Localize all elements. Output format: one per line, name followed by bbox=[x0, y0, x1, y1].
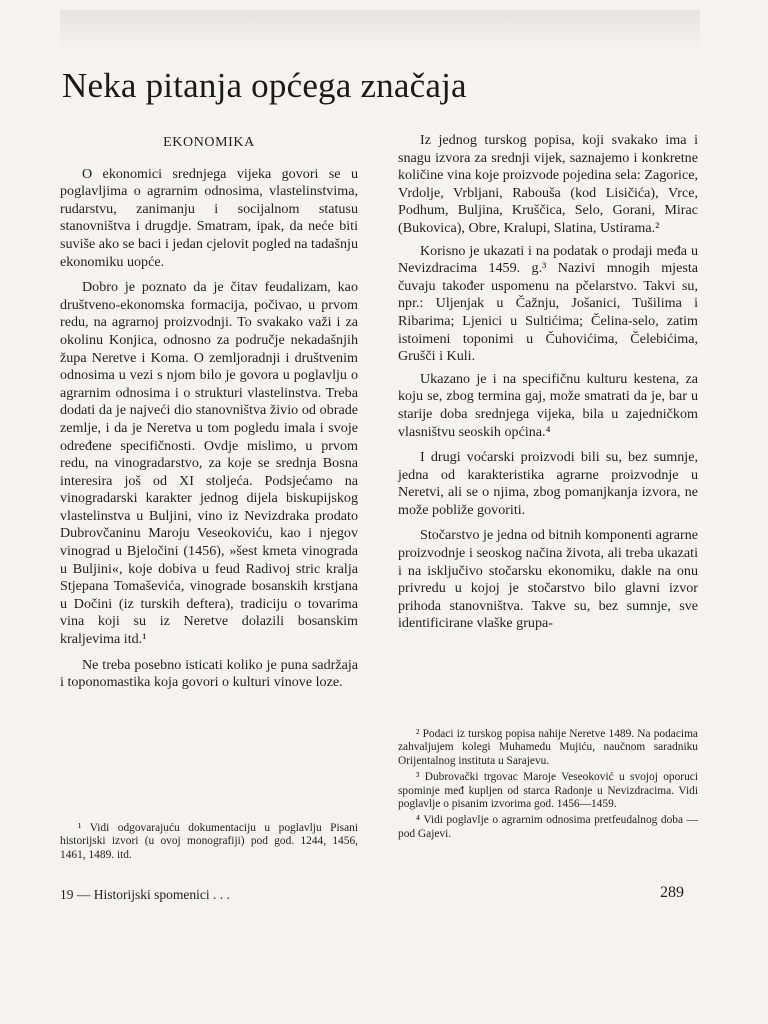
paragraph: Dobro je poznato da je čitav feudalizam, kao društveno-ekonomska formacija, počivao, u prvom redu, na agrarnoj proizvodnji. To svakako važi i za okolinu Konjica, odnosno za područje nekadašnjih župa Neretve i Koma. O zemljoradnji i društvenim odnosima u vezi s njom bilo je govora u poglavlju o agrarnim odnosima i o strukturi vlastelinstva. Treba dodati da je najveći dio stanovništva živio od obrade zemlje, i da je Neretva u tom pogledu imala i svoje određene specifičnosti. Ovdje mislimo, u prvom redu, na vinogradarstvo, za koje se srednja Bosna interesira još od XI stoljeća. Podsjećamo na vinogradarski karakter jednog dijela biskupijskog vlastelinstva u Buljini, vino iz Nevizdraka prodato Dubrovčaninu Maroju Veseokoviću, kao i njegov vinograd u Bjeločini (1456), »šest kmeta vinograda u Buljini«, koje dobiva u feud Radivoj stric kralja Stjepana Tomaševića, vinograde bosanskih krstjana u Dočini (iz turskih deftera), tradiciju o tovarima vina koji su iz Neretve dolazili bosanskim kraljevima itd.¹ bbox=[60, 279, 358, 648]
footnote: ² Podaci iz turskog popisa nahije Neretve 1489. Na podacima zahvaljujem kolegi Muhamedu Mujiću, naučnom saradniku Orijentalnog instituta u Sarajevu. bbox=[398, 728, 698, 767]
page-title: Neka pitanja općega značaja bbox=[62, 66, 467, 105]
page-number: 289 bbox=[660, 884, 684, 901]
paragraph: I drugi voćarski proizvodi bili su, bez sumnje, jedna od karakteristika agrarne proizvodnje u Neretvi, ali se o njima, zbog pomanjkanja izvora, ne može pobliže govoriti. bbox=[398, 449, 698, 518]
left-footnotes bbox=[60, 822, 358, 865]
paragraph: Stočarstvo je jedna od bitnih komponenti agrarne proizvodnje i seoskog načina života, ali treba ukazati i na isključivo stočarsku ekonomiku, dakle na onu privredu u kojoj je stočarstvo bilo glavni izvor prihoda stanovništva. Takve su, bez sumnje, sve identificirane vlaške grupa- bbox=[398, 527, 698, 632]
left-column bbox=[60, 132, 358, 697]
printer-signature: 19 — Historijski spomenici . . . bbox=[60, 887, 230, 902]
paragraph: O ekonomici srednjega vijeka govori se u poglavljima o agrarnim odnosima, vlastelinstvima, rudarstvu, zanimanju i socijalnom statusu stanovništva i drugdje. Smatram, ipak, da neće biti suviše ako se baci i jedan cjelovit pogled na tadašnju ekonomiku uopće. bbox=[60, 165, 358, 270]
paragraph: Iz jednog turskog popisa, koji svakako ima i snagu izvora za srednji vijek, saznajemo i konkretne količine vina koje proizvode pojedina sela: Zagorice, Vrdolje, Vrbljani, Rabouša (kod Lisičića), Vrce, Podhum, Buljina, Kruščica, Selo, Gorani, Mirac (Bukovica), Obre, Kralupi, Slatina, Ustirama.² bbox=[398, 132, 698, 236]
bleed-through-shadow bbox=[60, 10, 700, 50]
footnote: ¹ Vidi odgovarajuću dokumentaciju u poglavlju Pisani historijski izvori (u ovoj monografiji) pod god. 1244, 1456, 1461, 1489. itd. bbox=[60, 822, 358, 861]
paragraph: Ukazano je i na specifičnu kulturu kestena, za koju se, zbog termina gaj, može smatrati da je, bar u starije doba srednjega vijeka, bila u zajedničkom vlasništvu seoskih općina.⁴ bbox=[398, 370, 698, 440]
paragraph: Ne treba posebno isticati koliko je puna sadržaja i toponomastika koja govori o kulturi vinove loze. bbox=[60, 656, 358, 691]
right-footnotes bbox=[398, 728, 698, 844]
paragraph: Korisno je ukazati i na podatak o prodaji međa u Nevizdracima 1459. g.³ Nazivi mnogih mjesta čuvaju također uspomenu na pčelarstvo. Takvi su, npr.: Uljenjak u Čažnju, Jošanici, Tušilima i Ribarima; Ljenici u Sultićima; Čelina-selo, zatim istoimeni toponimi u Čuhovićima, Čelebićima, Grušči i Kuli. bbox=[398, 242, 698, 365]
footnote: ⁴ Vidi poglavlje o agrarnim odnosima pretfeudalnog doba — pod Gajevi. bbox=[398, 814, 698, 840]
right-column bbox=[398, 132, 698, 638]
section-heading: EKONOMIKA bbox=[163, 135, 255, 150]
footnote: ³ Dubrovački trgovac Maroje Veseoković u svojoj oporuci spominje međ kupljen od starca Radonje u Nevizdracima. Vidi poglavlje o pisanim izvorima god. 1456—1459. bbox=[398, 771, 698, 811]
